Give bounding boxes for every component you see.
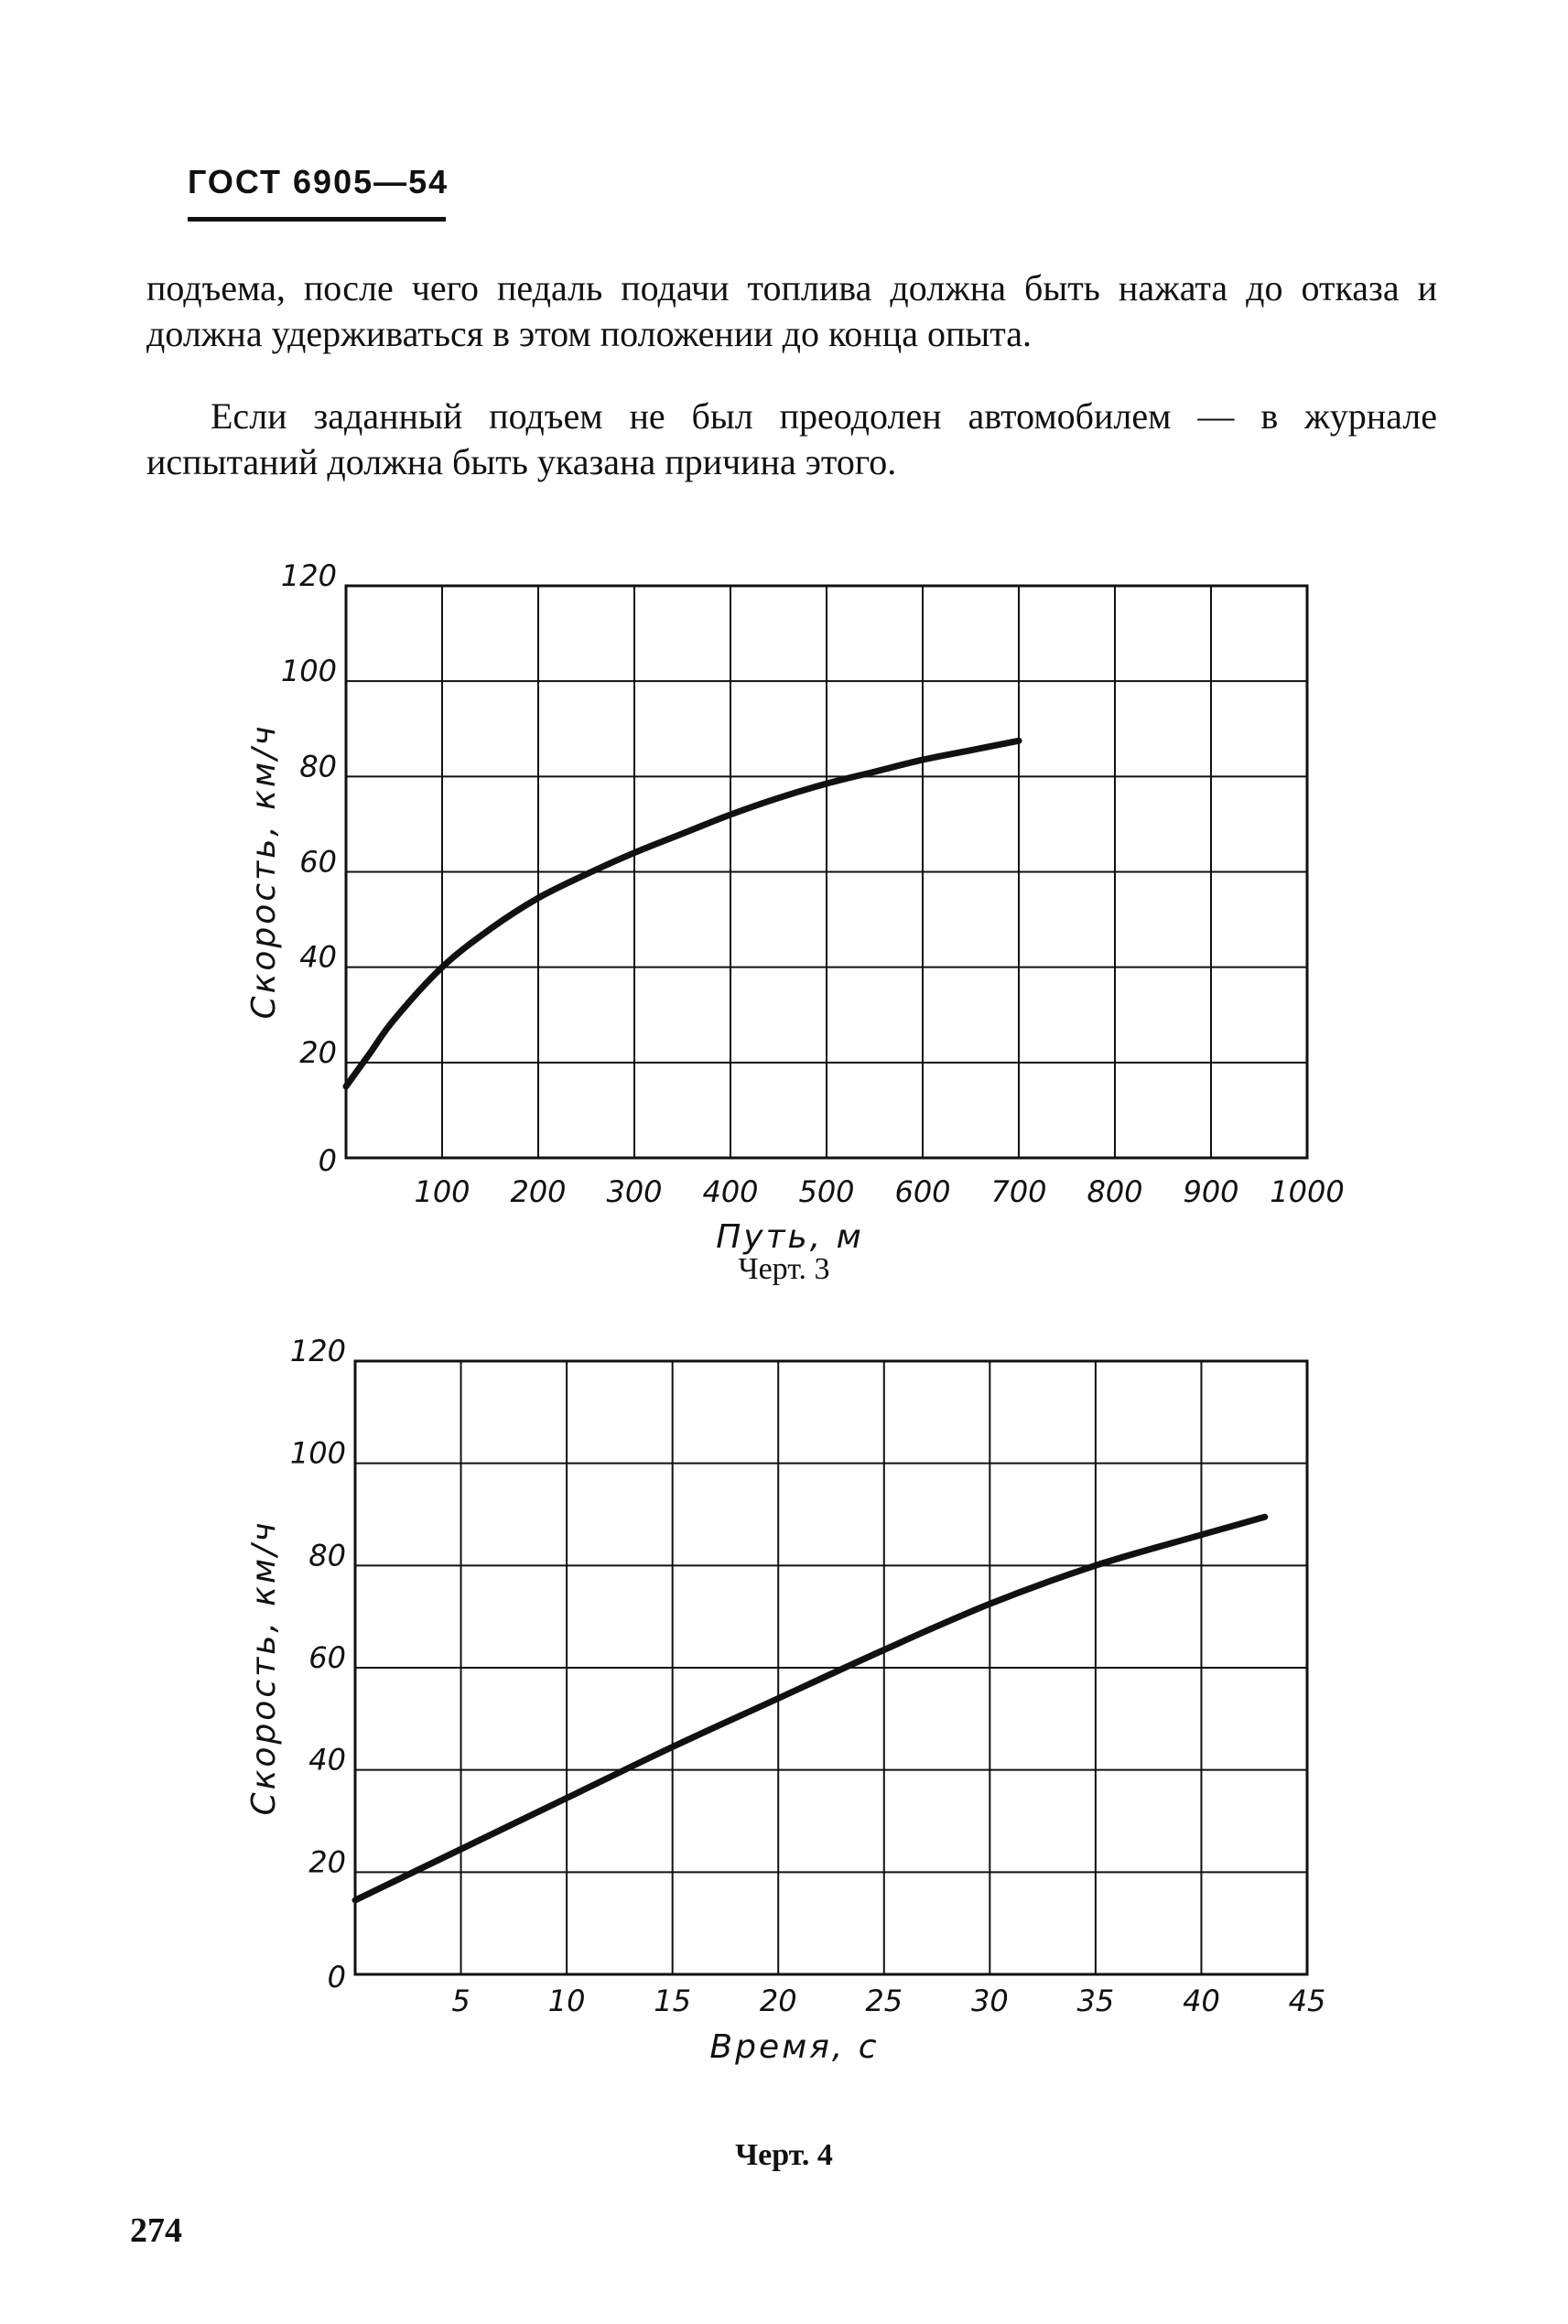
chart-speed-vs-time: [0, 1318, 1568, 2233]
y-tick-label: 80: [299, 749, 337, 784]
x-tick-label: 25: [865, 1984, 903, 2018]
x-tick-label: 40: [1183, 1984, 1220, 2018]
y-tick-label: 0: [318, 1143, 337, 1178]
y-tick-label: 0: [327, 1960, 346, 1994]
y-tick-label: 60: [299, 844, 337, 880]
chart-3-caption: Черт. 3: [738, 1252, 830, 1286]
x-tick-label: 1000: [1270, 1174, 1345, 1209]
chart-3-svg: [0, 549, 1568, 1309]
x-tick-label: 30: [970, 1984, 1009, 2018]
paragraph-1: подъема, после чего педаль подачи топлива должна быть нажата до отказа и должна удерживаться в этом положении до конца опыта.: [146, 267, 1437, 354]
y-tick-label: 20: [299, 1034, 337, 1070]
y-tick-label: 80: [308, 1538, 346, 1573]
x-tick-label: 500: [798, 1174, 855, 1209]
y-tick-label: 100: [280, 654, 337, 689]
x-axis-title: Путь, м: [716, 1218, 864, 1256]
y-tick-label: 120: [280, 558, 337, 593]
x-tick-label: 10: [547, 1984, 586, 2018]
x-tick-label: 700: [990, 1174, 1047, 1209]
y-axis-title: Скорость, км/ч: [245, 723, 283, 1020]
x-tick-label: 400: [702, 1174, 759, 1209]
y-tick-label: 40: [308, 1742, 346, 1778]
y-axis-title: Скорость, км/ч: [245, 1519, 283, 1816]
paragraph-2: Если заданный подъем не был преодолен автомобилем — в журнале испытаний должна быть указана причина этого.: [146, 395, 1437, 482]
x-tick-label: 35: [1076, 1984, 1115, 2018]
x-tick-label: 900: [1183, 1174, 1239, 1209]
x-tick-label: 200: [510, 1174, 567, 1209]
x-tick-label: 45: [1288, 1984, 1326, 2018]
standard-header: ГОСТ 6905—54: [188, 163, 449, 200]
y-tick-label: 120: [289, 1334, 346, 1368]
x-tick-label: 15: [654, 1984, 692, 2018]
y-tick-label: 100: [289, 1435, 346, 1471]
x-tick-label: 600: [894, 1174, 951, 1209]
chart-4-svg: [0, 1318, 1568, 2233]
y-tick-label: 20: [308, 1844, 346, 1880]
x-tick-label: 20: [759, 1984, 797, 2018]
series-line: [346, 740, 1019, 1086]
x-tick-label: 100: [414, 1174, 470, 1209]
y-tick-label: 40: [299, 939, 337, 975]
x-tick-label: 800: [1087, 1174, 1143, 1209]
chart-4-caption: Черт. 4: [735, 2138, 833, 2172]
series-line: [355, 1517, 1265, 1900]
x-tick-label: 300: [606, 1174, 663, 1209]
header-underline: [188, 217, 446, 222]
y-tick-label: 60: [308, 1640, 346, 1675]
x-axis-title: Время, с: [709, 2028, 880, 2066]
x-tick-label: 5: [451, 1984, 470, 2018]
page-number: 274: [130, 2211, 182, 2250]
chart-speed-vs-distance: [0, 549, 1568, 1309]
